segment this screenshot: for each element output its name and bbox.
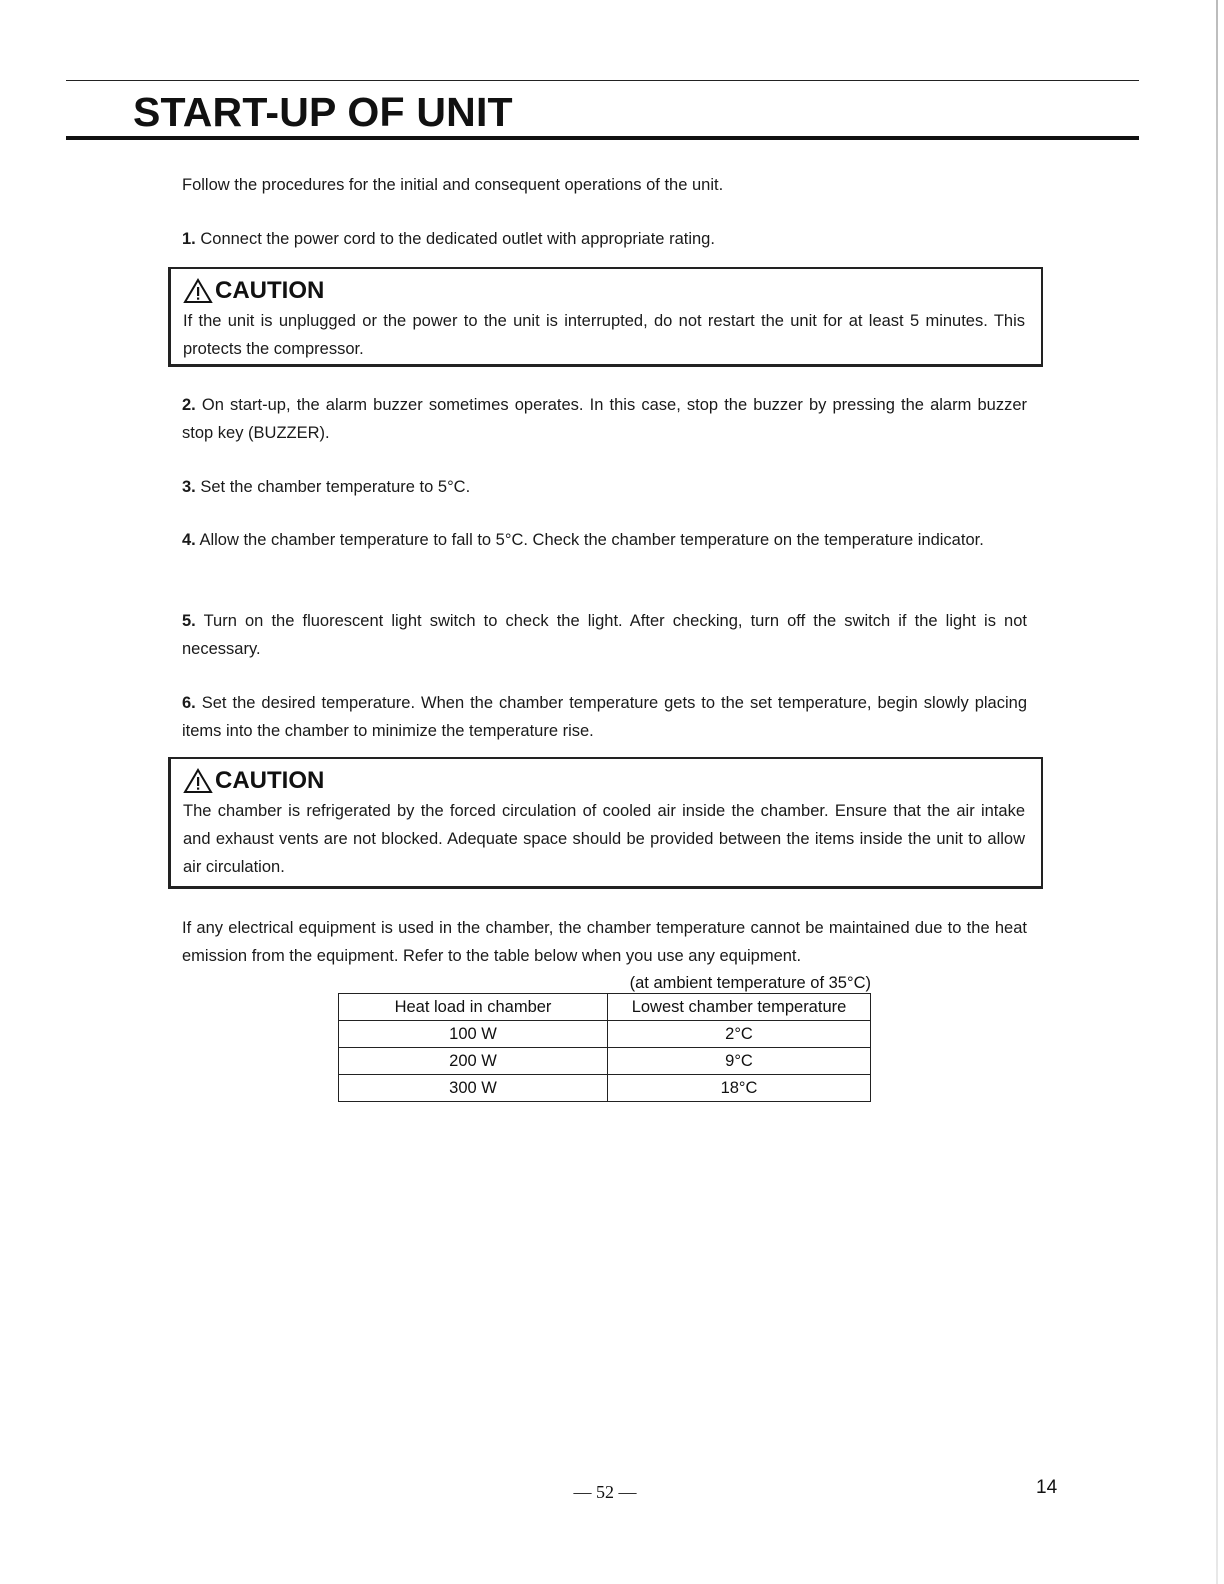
table-cell: 300 W	[339, 1075, 608, 1102]
page-number-center: — 52 —	[573, 1482, 637, 1502]
intro-text: Follow the procedures for the initial and consequent operations of the unit.	[182, 176, 724, 194]
step-number: 1.	[182, 230, 196, 248]
table-header-cell: Lowest chamber temperature	[608, 994, 871, 1021]
step-text: Set the desired temperature. When the chamber temperature gets to the set temperature, begin slowly placing items into the chamber to minimize the temperature rise.	[182, 694, 1027, 740]
caution-label: CAUTION	[215, 767, 325, 794]
step-text: Set the chamber temperature to 5°C.	[200, 478, 471, 496]
step-6	[182, 689, 1027, 745]
caution-box-1	[168, 267, 1043, 367]
step-4	[182, 526, 1027, 554]
table-row	[339, 1021, 871, 1048]
step-text: Allow the chamber temperature to fall to 5°C. Check the chamber temperature on the temperature indicator.	[199, 531, 984, 549]
table-cell: 9°C	[608, 1048, 871, 1075]
table-note: (at ambient temperature of 35°C)	[629, 974, 871, 992]
heat-load-table	[338, 993, 871, 1102]
warning-triangle-icon	[183, 278, 213, 304]
table-cell: 2°C	[608, 1021, 871, 1048]
table-header-row	[339, 994, 871, 1021]
table-header-cell: Heat load in chamber	[339, 994, 608, 1021]
table-row	[339, 1048, 871, 1075]
table-cell: 200 W	[339, 1048, 608, 1075]
caution-label: CAUTION	[215, 277, 325, 304]
page-title: START-UP OF UNIT	[133, 89, 513, 135]
caution-text: If the unit is unplugged or the power to the unit is interrupted, do not restart the unit for at least 5 minutes. This protects the compressor.	[183, 312, 1025, 358]
step-number: 3.	[182, 478, 196, 496]
step-number: 2.	[182, 396, 196, 414]
caution-heading	[183, 765, 1025, 797]
title-underline	[66, 136, 1139, 140]
caution-text: The chamber is refrigerated by the forced circulation of cooled air inside the chamber. Ensure that the air intake and exhaust vents are not blocked. Adequate space should be provided between the items inside the unit to allow air circulation.	[183, 802, 1025, 876]
table-cell: 18°C	[608, 1075, 871, 1102]
caution-box-2	[168, 757, 1043, 889]
step-number: 6.	[182, 694, 196, 712]
equipment-note: If any electrical equipment is used in the chamber, the chamber temperature cannot be maintained due to the heat emission from the equipment. Refer to the table below when you use any equipment.	[182, 919, 1027, 965]
step-2	[182, 391, 1027, 447]
step-number: 4.	[182, 531, 196, 549]
step-number: 5.	[182, 612, 196, 630]
scan-edge	[1216, 0, 1218, 1584]
step-5	[182, 607, 1027, 663]
page-number-right: 14	[1036, 1477, 1058, 1498]
step-text: On start-up, the alarm buzzer sometimes operates. In this case, stop the buzzer by pressing the alarm buzzer stop key (BUZZER).	[182, 396, 1027, 442]
step-text: Turn on the fluorescent light switch to check the light. After checking, turn off the switch if the light is not necessary.	[182, 612, 1027, 658]
step-1	[182, 225, 1027, 253]
step-3	[182, 473, 1027, 501]
table-row	[339, 1075, 871, 1102]
caution-heading	[183, 275, 1025, 307]
step-text: Connect the power cord to the dedicated outlet with appropriate rating.	[200, 230, 715, 248]
warning-triangle-icon	[183, 768, 213, 794]
top-rule	[66, 80, 1139, 81]
table-cell: 100 W	[339, 1021, 608, 1048]
